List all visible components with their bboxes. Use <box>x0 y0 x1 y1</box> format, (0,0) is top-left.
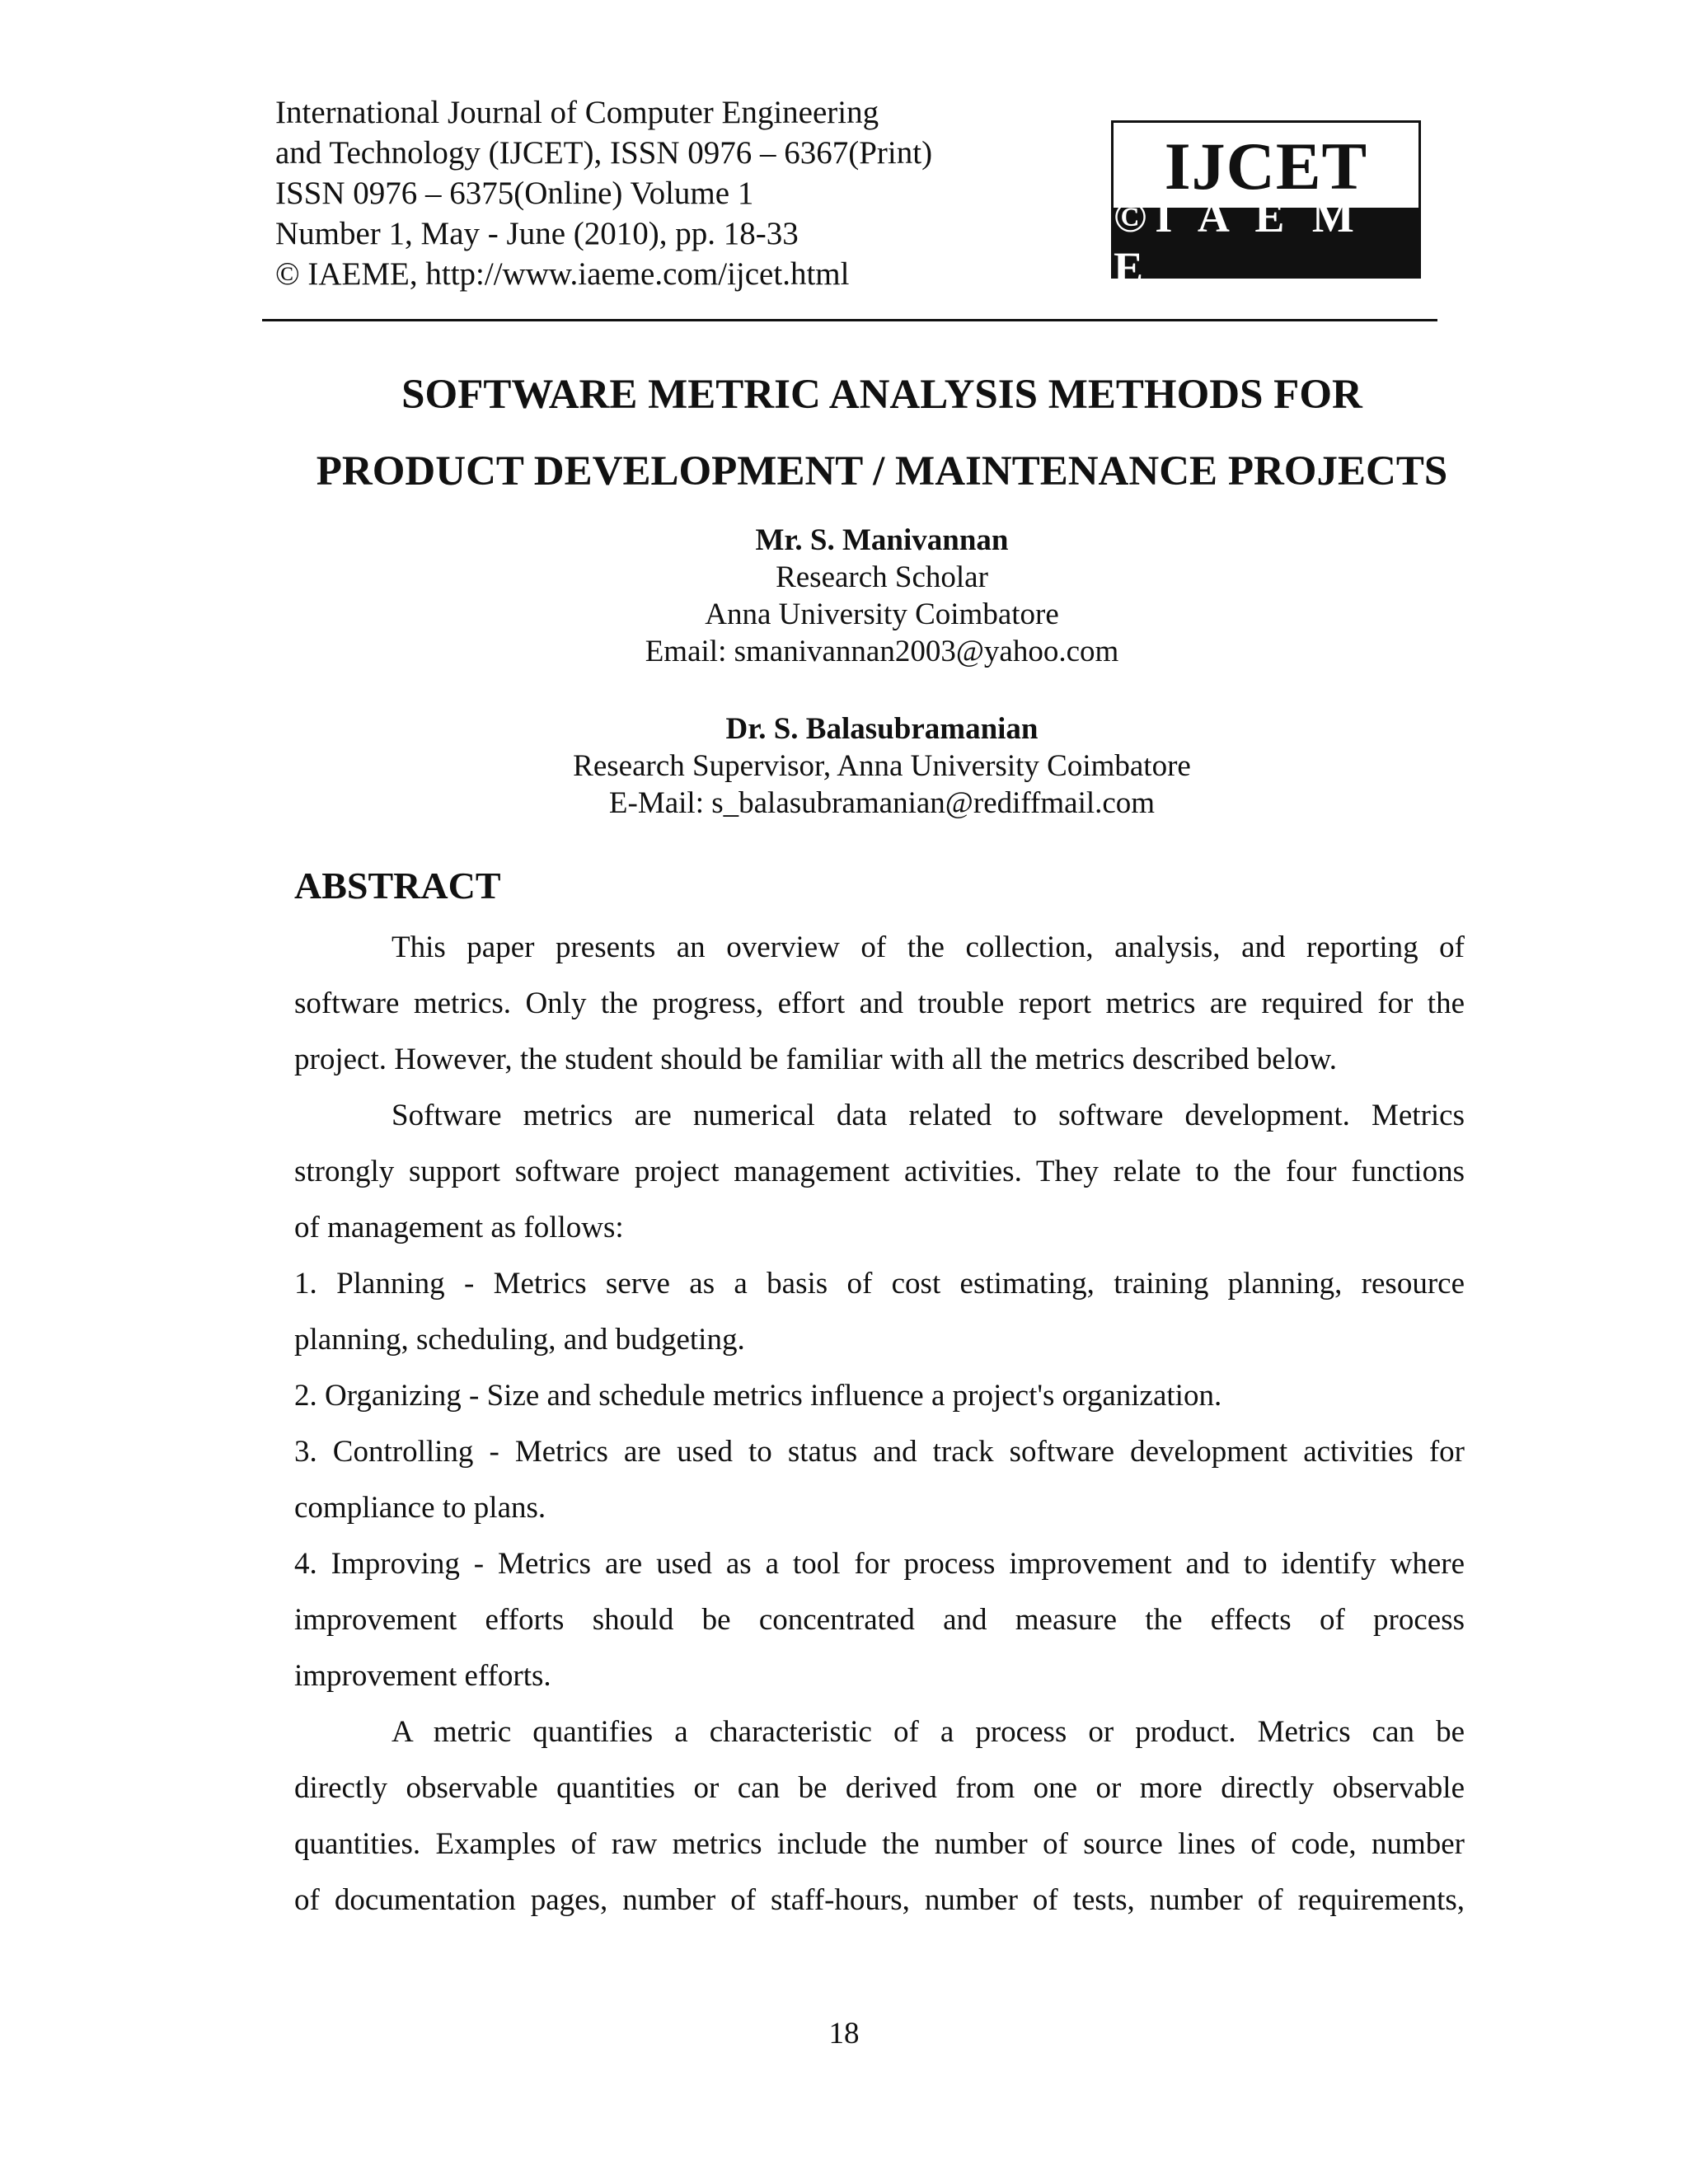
journal-line: © IAEME, http://www.iaeme.com/ijcet.html <box>275 256 850 292</box>
logo-text: IJCET <box>1164 129 1368 204</box>
journal-logo <box>1111 120 1421 293</box>
abstract-body <box>294 931 1465 1940</box>
header-divider <box>262 319 1437 321</box>
text-line: Software metrics are numerical data related to software development. Metrics <box>392 1099 1465 1132</box>
text-line: project. However, the student should be familiar with all the metrics described below. <box>294 1043 1338 1076</box>
text-line: 2. Organizing - Size and schedule metrics influence a project's organization. <box>294 1379 1222 1413</box>
text-line: improvement efforts. <box>294 1659 551 1693</box>
text-line: strongly support software project management activities. They relate to the four functions <box>294 1155 1465 1188</box>
paper-title-line: PRODUCT DEVELOPMENT / MAINTENANCE PROJECTS <box>316 448 1448 494</box>
text-line: planning, scheduling, and budgeting. <box>294 1323 745 1357</box>
text-line: 4. Improving - Metrics are used as a tool for process improvement and to identify where <box>294 1547 1465 1581</box>
author-email: E-Mail: s_balasubramanian@rediffmail.com <box>608 786 1156 820</box>
abstract-heading: ABSTRACT <box>294 865 501 907</box>
page-number: 18 <box>828 2017 860 2050</box>
author-block <box>330 710 1434 822</box>
text-line: This paper presents an overview of the collection, analysis, and reporting of <box>392 930 1465 964</box>
author-email: Email: smanivannan2003@yahoo.com <box>645 635 1119 668</box>
journal-line: and Technology (IJCET), ISSN 0976 – 6367(Print) <box>275 135 933 171</box>
journal-line: ISSN 0976 – 6375(Online) Volume 1 <box>275 176 754 211</box>
text-line: 1. Planning - Metrics serve as a basis of cost estimating, training planning, resource <box>294 1267 1465 1301</box>
author-name: Dr. S. Balasubramanian <box>725 712 1039 746</box>
text-line: compliance to plans. <box>294 1491 546 1525</box>
paper-title-line: SOFTWARE METRIC ANALYSIS METHODS FOR <box>401 372 1362 418</box>
author-name: Mr. S. Manivannan <box>755 523 1009 557</box>
journal-info <box>275 92 1083 294</box>
journal-line: International Journal of Computer Engineering <box>275 95 879 130</box>
text-line: A metric quantifies a characteristic of a process or product. Metrics can be <box>392 1715 1465 1749</box>
text-line: of documentation pages, number of staff-hours, number of tests, number of requirements, <box>294 1883 1465 1917</box>
text-line: improvement efforts should be concentrated and measure the effects of process <box>294 1603 1465 1637</box>
text-line: software metrics. Only the progress, effort and trouble report metrics are required for the <box>294 987 1465 1020</box>
logo-publisher-band: ©I A E M E <box>1114 208 1418 276</box>
author-affiliation: Research Scholar <box>776 560 988 594</box>
text-line: directly observable quantities or can be derived from one or more directly observable <box>294 1771 1465 1805</box>
author-affiliation: Research Supervisor, Anna University Coimbatore <box>573 749 1191 783</box>
text-line: 3. Controlling - Metrics are used to status and track software development activities for <box>294 1435 1465 1469</box>
author-affiliation: Anna University Coimbatore <box>705 598 1059 631</box>
text-line: of management as follows: <box>294 1211 624 1244</box>
text-line: quantities. Examples of raw metrics include the number of source lines of code, number <box>294 1827 1465 1861</box>
author-block <box>330 522 1434 670</box>
journal-line: Number 1, May - June (2010), pp. 18-33 <box>275 216 799 251</box>
